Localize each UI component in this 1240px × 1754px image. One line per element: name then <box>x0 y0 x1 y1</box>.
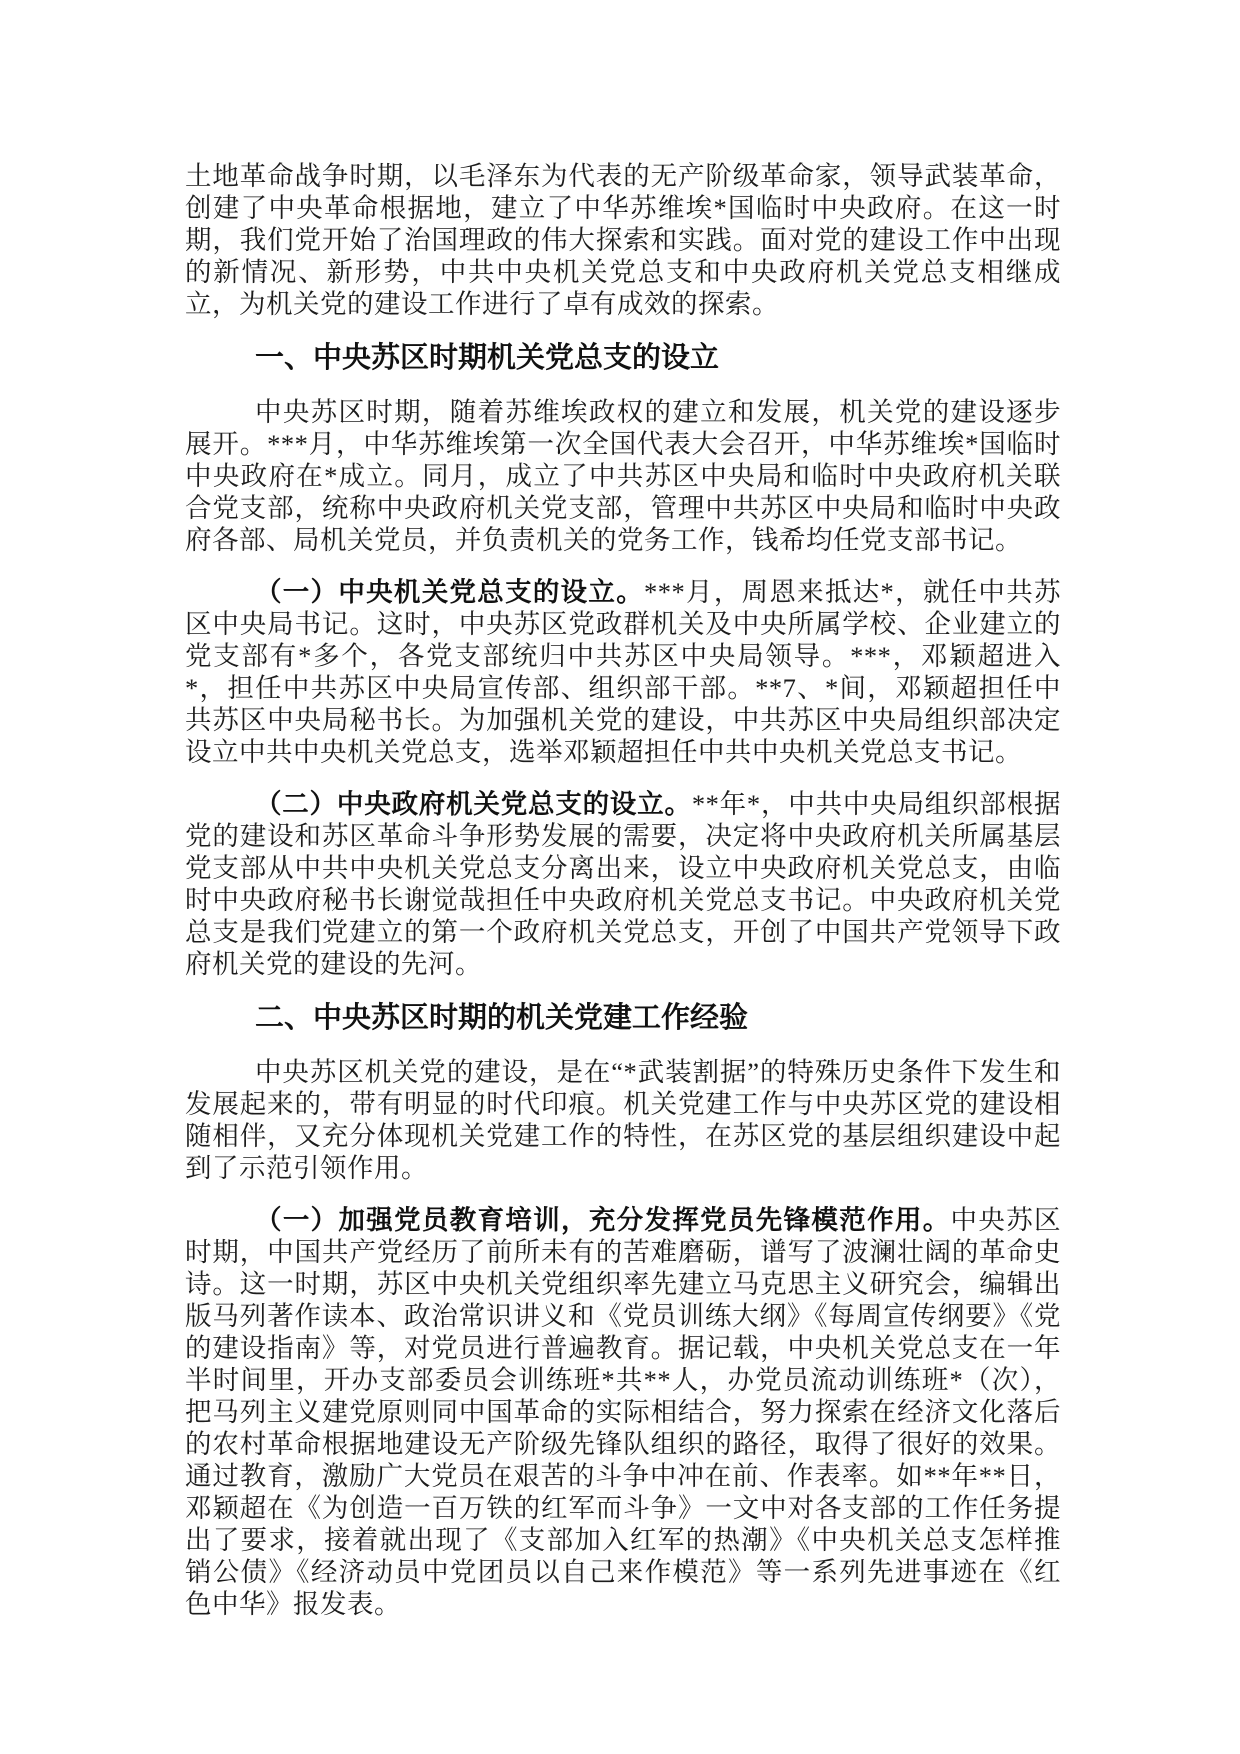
paragraph-body-text: 中央苏区时期，中国共产党经历了前所未有的苦难磨砺，谱写了波澜壮阔的革命史诗。这一时期，苏区中央机关党组织率先建立马克思主义研究会，编辑出版马列著作读本、政治常识讲义和《党员训练大纲》《每周宣传纲要》《党的建设指南》等，对党员进行普遍教育。据记载，中央机关党总支在一年半时间里，开办支部委员会训练班*共**人，办党员流动训练班*（次），把马列主义建党原则同中国革命的实际相结合，努力探索在经济文化落后的农村革命根据地建设无产阶级先锋队组织的路径，取得了很好的效果。通过教育，激励广大党员在艰苦的斗争中冲在前、作表率。如**年**日，邓颖超在《为创造一百万铁的红军而斗争》一文中对各支部的工作任务提出了要求，接着就出现了《支部加入红军的热潮》《中央机关总支怎样推销公债》《经济动员中党团员以自己来作模范》等一系列先进事迹在《红色中华》报发表。 <box>185 1205 1062 1619</box>
paragraph-sub1-central-organ <box>185 576 1061 768</box>
paragraph-intro: 土地革命战争时期，以毛泽东为代表的无产阶级革命家，领导武装革命，创建了中央革命根据地，建立了中华苏维埃*国临时中央政府。在这一时期，我们党开始了治国理政的伟大探索和实践。面对党的建设工作中出现的新情况、新形势，中共中央机关党总支和中央政府机关党总支相继成立，为机关党的建设工作进行了卓有成效的探索。 <box>185 161 1061 319</box>
section-heading-2: 二、中央苏区时期的机关党建工作经验 <box>255 1002 749 1034</box>
section-heading-1: 一、中央苏区时期机关党总支的设立 <box>255 342 720 374</box>
subheading-lead-government-organ: （二）中央政府机关党总支的设立。 <box>255 789 692 819</box>
paragraph-body-text: **年*，中共中央局组织部根据党的建设和苏区革命斗争形势发展的需要，决定将中央政府机关所属基层党支部从中共中央机关党总支分离出来，设立中央政府机关党总支，由临时中央政府秘书长谢觉哉担任中央政府机关党总支书记。中央政府机关党总支是我们党建立的第一个政府机关党总支，开创了中国共产党领导下政府机关党的建设的先河。 <box>185 789 1062 979</box>
paragraph-sub1-member-education <box>185 1204 1061 1620</box>
paragraph-sub2-government-organ <box>185 788 1061 980</box>
subheading-lead-member-education: （一）加强党员教育培训，充分发挥党员先锋模范作用。 <box>255 1205 951 1235</box>
paragraph-section1-overview: 中央苏区时期，随着苏维埃政权的建立和发展，机关党的建设逐步展开。***月，中华苏维埃第一次全国代表大会召开，中华苏维埃*国临时中央政府在*成立。同月，成立了中共苏区中央局和临时中央政府机关联合党支部，统称中央政府机关党支部，管理中共苏区中央局和临时中央政府各部、局机关党员，并负责机关的党务工作，钱希均任党支部书记。 <box>185 397 1061 555</box>
paragraph-section2-overview: 中央苏区机关党的建设，是在“*武装割据”的特殊历史条件下发生和发展起来的，带有明显的时代印痕。机关党建工作与中央苏区党的建设相随相伴，又充分体现机关党建工作的特性，在苏区党的基层组织建设中起到了示范引领作用。 <box>185 1057 1061 1183</box>
paragraph-body-text: ***月，周恩来抵达*，就任中共苏区中央局书记。这时，中央苏区党政群机关及中央所属学校、企业建立的党支部有*多个，各党支部统归中共苏区中央局领导。***，邓颖超进入*，担任中共苏区中央局宣传部、组织部干部。**7、*间，邓颖超担任中共苏区中央局秘书长。为加强机关党的建设，中共苏区中央局组织部决定设立中共中央机关党总支，选举邓颖超担任中共中央机关党总支书记。 <box>185 577 1061 767</box>
subheading-lead-central-organ: （一）中央机关党总支的设立。 <box>255 577 644 607</box>
